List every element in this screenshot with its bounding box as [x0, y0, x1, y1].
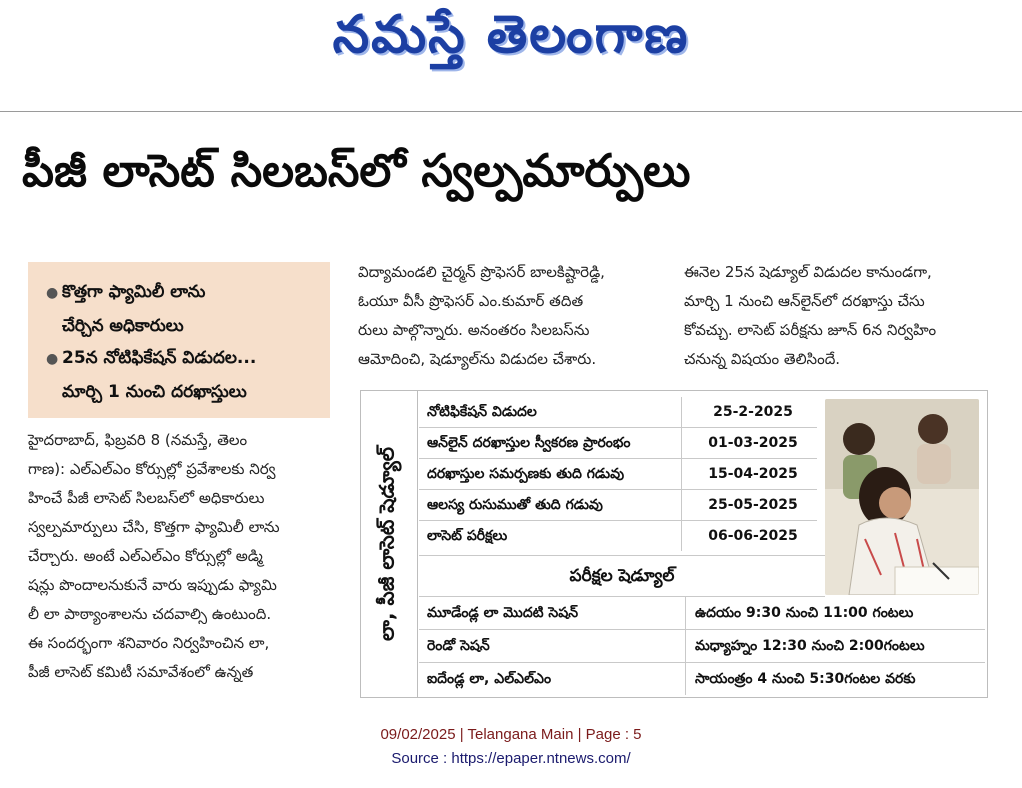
schedule-date: 15-04-2025	[708, 466, 798, 482]
bullet-icon: ●	[46, 285, 59, 301]
schedule-event: ఆన్‌లైన్ దరఖాస్తుల స్వీకరణ ప్రారంభం	[427, 435, 631, 451]
text-line: చనున్న విషయం తెలిసిందే.	[684, 350, 841, 368]
article-headline: పీజీ లాసెట్ సిలబస్‌లో స్వల్పమార్పులు	[22, 144, 691, 197]
highlight-item	[46, 342, 326, 409]
highlight-line: కొత్తగా ఫ్యామిలీ లాను	[62, 282, 206, 302]
cell-divider	[681, 459, 682, 489]
highlight-line: చేర్చిన అధికారులు	[62, 316, 184, 336]
exam-time: ఉదయం 9:30 నుంచి 11:00 గంటలు	[695, 605, 914, 621]
exam-course: రెండో సెషన్	[427, 638, 490, 654]
masthead	[0, 0, 1022, 86]
text-line: గాణ): ఎల్ఎల్ఎం కోర్సుల్లో ప్రవేశాలకు నిర్వ	[28, 460, 276, 478]
newspaper-logo: నమస్తే తెలంగాణ	[332, 4, 690, 65]
exam-course: ఐదేండ్ల లా, ఎల్ఎల్ఎం	[427, 671, 552, 687]
text-line: స్వల్పమార్పులు చేసి, కొత్తగా ఫ్యామిలీ లాను	[28, 518, 280, 536]
schedule-side-panel	[361, 391, 418, 697]
text-line: విద్యామండలి చైర్మన్ ప్రొఫెసర్ బాలకిష్టారెడ్డి,	[358, 263, 605, 281]
schedule-row	[419, 459, 817, 490]
text-line: ఓయూ వీసీ ప్రొఫెసర్ ఎం.కుమార్ తదిత	[358, 292, 584, 310]
page-footer	[0, 723, 1022, 771]
text-line: మార్చి 1 నుంచి ఆన్‌లైన్‌లో దరఖాస్తు చేసు	[684, 292, 925, 310]
students-illustration	[825, 399, 979, 595]
schedule-date: 01-03-2025	[708, 435, 798, 451]
schedule-date: 25-2-2025	[713, 404, 793, 420]
text-line: ఈనెల 25న షెడ్యూల్ విడుదల కానుండగా,	[684, 263, 932, 281]
article-column-1	[28, 426, 330, 687]
exam-course: మూడేండ్ల లా మొదటి సెషన్	[427, 605, 579, 621]
schedule-table	[360, 390, 988, 698]
exam-schedule-heading: పరీక్షల షెడ్యూల్	[419, 555, 825, 597]
cell-divider	[681, 490, 682, 520]
cell-divider	[685, 630, 686, 662]
text-line: పీజీ లాసెట్ కమిటీ సమావేశంలో ఉన్నత	[28, 663, 254, 681]
article-column-3	[684, 258, 986, 374]
schedule-row	[419, 490, 817, 521]
schedule-event: ఆలస్య రుసుముతో తుది గడువు	[427, 497, 603, 513]
schedule-date: 25-05-2025	[708, 497, 798, 513]
exam-time: సాయంత్రం 4 నుంచి 5:30గంటల వరకు	[695, 671, 916, 687]
schedule-event: లాసెట్ పరీక్షలు	[427, 528, 508, 544]
schedule-row	[419, 397, 817, 428]
text-line: కోవచ్చు. లాసెట్ పరీక్షను జూన్ 6న నిర్వహిం	[684, 321, 937, 339]
footer-edition-info: 09/02/2025 | Telangana Main | Page : 5	[380, 726, 642, 743]
cell-divider	[681, 428, 682, 458]
students-photo	[825, 399, 979, 595]
text-line: హైదరాబాద్, ఫిబ్రవరి 8 (నమస్తే, తెలం	[28, 431, 248, 449]
masthead-divider	[0, 111, 1022, 112]
text-line: ఆమోదించి, షెడ్యూల్‌ను విడుదల చేశారు.	[358, 350, 597, 368]
text-line: షన్లు పొందాలనుకునే వారు ఇప్పుడు ఫ్యామి	[28, 576, 277, 594]
exam-time: మధ్యాహ్నం 12:30 నుంచి 2:00గంటలు	[695, 638, 925, 654]
schedule-row	[419, 521, 817, 551]
exam-row	[419, 630, 985, 663]
text-line: హించే పీజీ లాసెట్ సిలబస్‌లో అధికారులు	[28, 489, 265, 507]
text-line: రులు పాల్గొన్నారు. అనంతరం సిలబస్‌ను	[358, 321, 590, 339]
schedule-row	[419, 428, 817, 459]
schedule-event: దరఖాస్తుల సమర్పణకు తుది గడువు	[427, 466, 625, 482]
schedule-event: నోటిఫికేషన్ విడుదల	[427, 404, 537, 420]
cell-divider	[685, 663, 686, 695]
highlight-item	[46, 276, 326, 343]
highlights-box	[28, 262, 330, 418]
schedule-date: 06-06-2025	[708, 528, 798, 544]
article-column-2	[358, 258, 660, 374]
highlight-line: మార్చి 1 నుంచి దరఖాస్తులు	[62, 382, 247, 402]
bullet-icon: ●	[46, 351, 59, 367]
text-line: ఈ సందర్భంగా శనివారం నిర్వహించిన లా,	[28, 634, 270, 652]
footer-source-link[interactable]: Source : https://epaper.ntnews.com/	[391, 750, 631, 767]
text-line: చేర్చారు. అంటే ఎల్ఎల్ఎం కోర్సుల్లో అడ్మి	[28, 547, 263, 565]
cell-divider	[681, 397, 682, 427]
schedule-side-title: లా, పీజీ లాసెట్ షెడ్యూల్	[374, 447, 399, 641]
text-line: లీ లా పాఠ్యాంశాలను చదవాల్సి ఉంటుంది.	[28, 605, 272, 623]
exam-row	[419, 597, 985, 630]
cell-divider	[681, 521, 682, 551]
cell-divider	[685, 597, 686, 629]
exam-row	[419, 663, 985, 695]
highlight-line: 25న నోటిఫికేషన్ విడుదల...	[62, 348, 257, 368]
